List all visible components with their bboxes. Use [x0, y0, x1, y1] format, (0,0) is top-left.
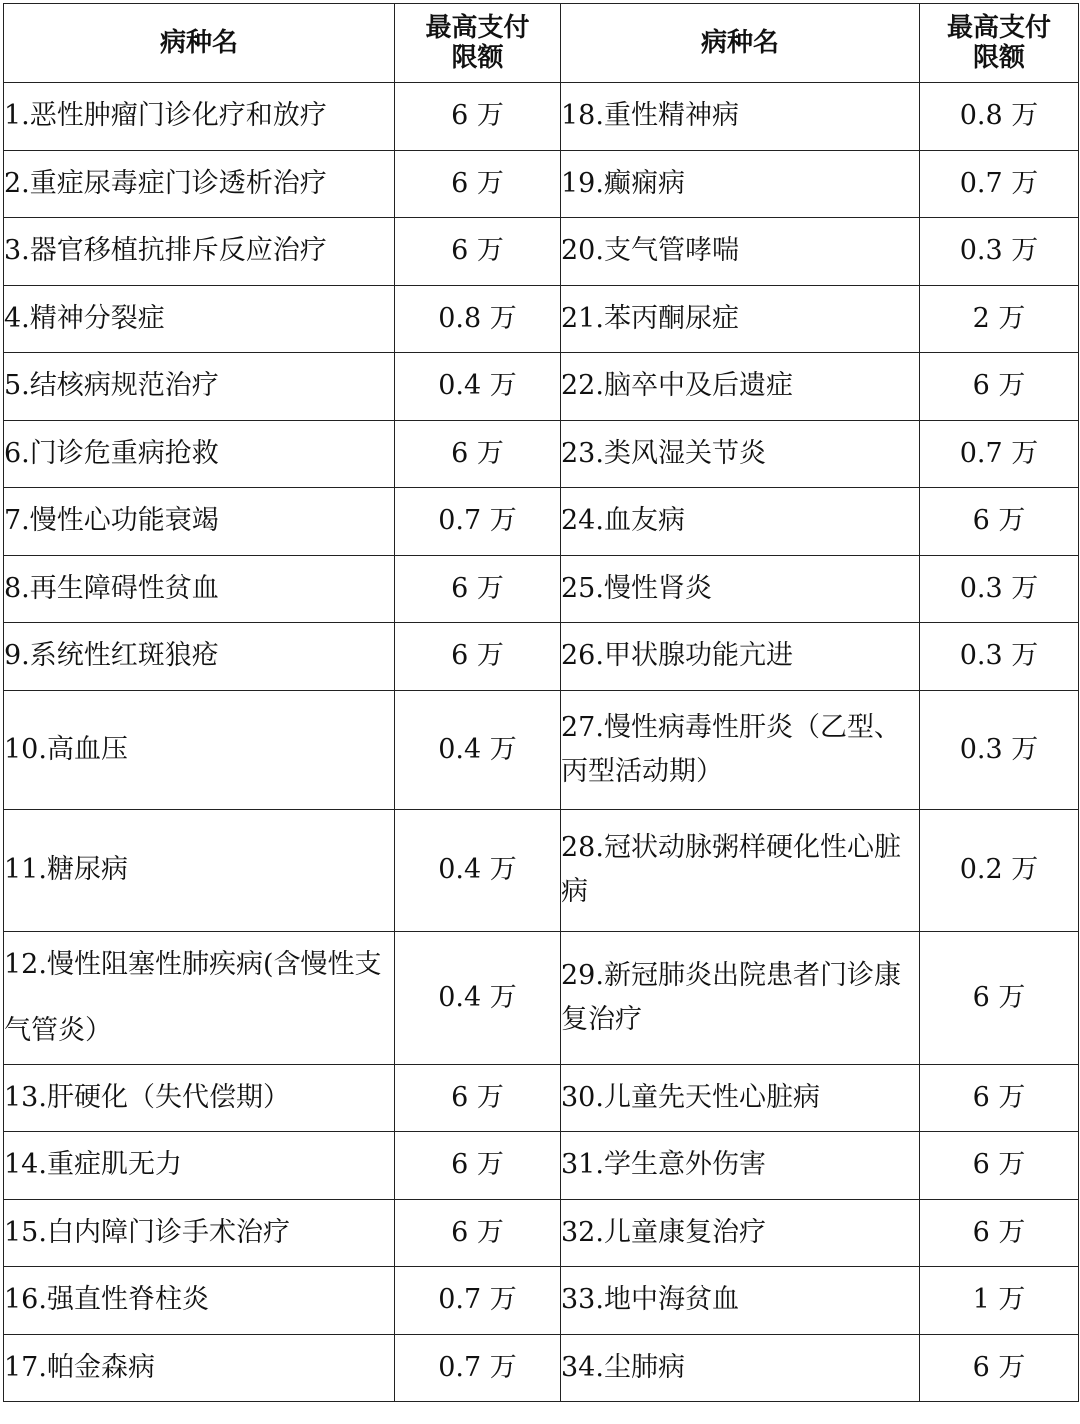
right-disease-name: 32.儿童康复治疗 [561, 1199, 920, 1267]
table-row [4, 555, 1079, 623]
table-row [4, 353, 1079, 421]
right-disease-name: 21.苯丙酮尿症 [561, 285, 920, 353]
table-row [4, 488, 1079, 556]
left-max-payment: 0.4 万 [395, 353, 561, 421]
right-max-payment: 0.3 万 [920, 690, 1079, 809]
right-disease-name: 33.地中海贫血 [561, 1267, 920, 1335]
right-disease-name: 19.癫痫病 [561, 150, 920, 218]
table-row [4, 150, 1079, 218]
left-disease-name [4, 931, 395, 1064]
right-disease-name: 22.脑卒中及后遗症 [561, 353, 920, 421]
right-max-payment: 0.8 万 [920, 83, 1079, 151]
left-disease-name: 4.精神分裂症 [4, 285, 395, 353]
table-row [4, 690, 1079, 809]
right-max-payment: 0.7 万 [920, 150, 1079, 218]
right-max-payment: 1 万 [920, 1267, 1079, 1335]
left-disease-name: 11.糖尿病 [4, 809, 395, 931]
right-max-payment: 0.3 万 [920, 623, 1079, 691]
left-max-payment: 6 万 [395, 1064, 561, 1132]
header-max-payment-right [920, 4, 1079, 83]
left-max-payment: 0.4 万 [395, 931, 561, 1064]
table-row [4, 1334, 1079, 1402]
table-row [4, 1199, 1079, 1267]
header-max-payment-left-line2: 限额 [451, 43, 504, 73]
right-max-payment: 2 万 [920, 285, 1079, 353]
left-max-payment: 6 万 [395, 150, 561, 218]
disease-payment-limit-table [3, 3, 1079, 1402]
table-row [4, 420, 1079, 488]
table-row [4, 83, 1079, 151]
left-max-payment: 6 万 [395, 623, 561, 691]
right-max-payment: 6 万 [920, 931, 1079, 1064]
right-disease-name: 31.学生意外伤害 [561, 1132, 920, 1200]
right-disease-name: 29.新冠肺炎出院患者门诊康复治疗 [561, 931, 920, 1064]
right-disease-name: 34.尘肺病 [561, 1334, 920, 1402]
left-disease-name: 16.强直性脊柱炎 [4, 1267, 395, 1335]
left-disease-name: 3.器官移植抗排斥反应治疗 [4, 218, 395, 286]
header-disease-name-right: 病种名 [561, 4, 920, 83]
right-max-payment: 6 万 [920, 1334, 1079, 1402]
header-max-payment-left [395, 4, 561, 83]
header-max-payment-right-line1: 最高支付 [946, 13, 1051, 43]
right-disease-name: 20.支气管哮喘 [561, 218, 920, 286]
right-disease-name: 28.冠状动脉粥样硬化性心脏病 [561, 809, 920, 931]
header-max-payment-right-line2: 限额 [972, 43, 1025, 73]
left-disease-name: 1.恶性肿瘤门诊化疗和放疗 [4, 83, 395, 151]
right-max-payment: 0.7 万 [920, 420, 1079, 488]
right-max-payment: 6 万 [920, 1064, 1079, 1132]
right-max-payment: 6 万 [920, 1199, 1079, 1267]
table-row [4, 1064, 1079, 1132]
left-max-payment: 0.4 万 [395, 809, 561, 931]
right-disease-name: 30.儿童先天性心脏病 [561, 1064, 920, 1132]
header-max-payment-left-line1: 最高支付 [425, 13, 530, 43]
right-disease-name: 18.重性精神病 [561, 83, 920, 151]
left-disease-name: 13.肝硬化（失代偿期） [4, 1064, 395, 1132]
right-disease-name: 23.类风湿关节炎 [561, 420, 920, 488]
table-row [4, 623, 1079, 691]
left-disease-name: 15.白内障门诊手术治疗 [4, 1199, 395, 1267]
table-row [4, 285, 1079, 353]
right-max-payment: 6 万 [920, 353, 1079, 421]
right-disease-name: 25.慢性肾炎 [561, 555, 920, 623]
left-disease-name: 10.高血压 [4, 690, 395, 809]
header-disease-name-left: 病种名 [4, 4, 395, 83]
left-disease-name: 17.帕金森病 [4, 1334, 395, 1402]
left-max-payment: 6 万 [395, 420, 561, 488]
table-row [4, 809, 1079, 931]
left-max-payment: 0.8 万 [395, 285, 561, 353]
table-row [4, 1267, 1079, 1335]
table-row [4, 1132, 1079, 1200]
left-disease-name: 6.门诊危重病抢救 [4, 420, 395, 488]
right-disease-name: 24.血友病 [561, 488, 920, 556]
right-max-payment: 0.2 万 [920, 809, 1079, 931]
left-disease-name: 14.重症肌无力 [4, 1132, 395, 1200]
right-max-payment: 0.3 万 [920, 555, 1079, 623]
left-disease-name: 8.再生障碍性贫血 [4, 555, 395, 623]
left-max-payment: 6 万 [395, 1199, 561, 1267]
left-disease-name-text: 12.慢性阻塞性肺疾病(含慢性支气管炎） [4, 948, 382, 1046]
right-max-payment: 6 万 [920, 488, 1079, 556]
left-max-payment: 6 万 [395, 218, 561, 286]
left-max-payment: 0.7 万 [395, 1267, 561, 1335]
right-max-payment: 6 万 [920, 1132, 1079, 1200]
left-max-payment: 6 万 [395, 83, 561, 151]
left-max-payment: 0.4 万 [395, 690, 561, 809]
left-max-payment: 0.7 万 [395, 488, 561, 556]
left-disease-name: 9.系统性红斑狼疮 [4, 623, 395, 691]
left-max-payment: 0.7 万 [395, 1334, 561, 1402]
left-disease-name: 5.结核病规范治疗 [4, 353, 395, 421]
right-max-payment: 0.3 万 [920, 218, 1079, 286]
table-row [4, 931, 1079, 1064]
table-header-row [4, 4, 1079, 83]
left-max-payment: 6 万 [395, 555, 561, 623]
left-disease-name: 2.重症尿毒症门诊透析治疗 [4, 150, 395, 218]
right-disease-name: 26.甲状腺功能亢进 [561, 623, 920, 691]
left-max-payment: 6 万 [395, 1132, 561, 1200]
left-disease-name: 7.慢性心功能衰竭 [4, 488, 395, 556]
right-disease-name: 27.慢性病毒性肝炎（乙型、丙型活动期） [561, 690, 920, 809]
table-row [4, 218, 1079, 286]
